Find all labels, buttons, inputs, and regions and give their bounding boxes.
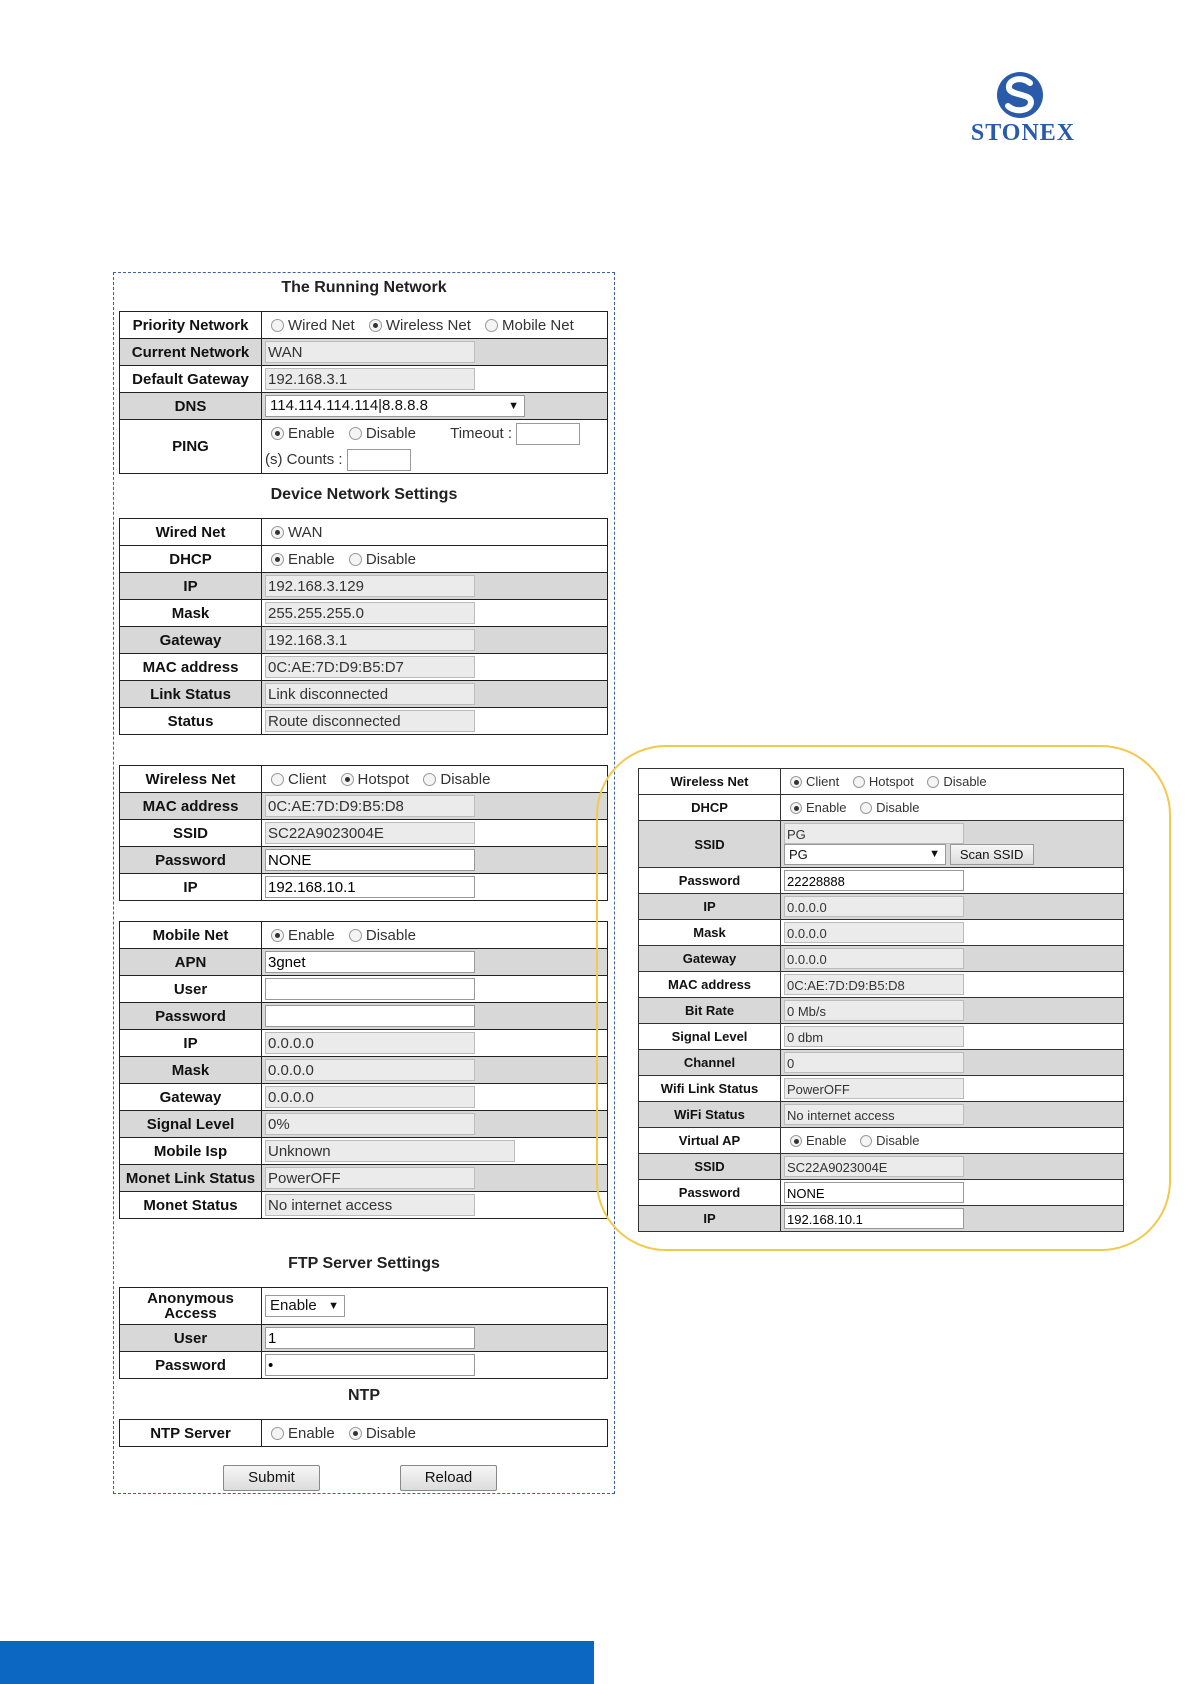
route-status-field: Route disconnected: [265, 710, 475, 732]
ntp-server-row: [120, 1420, 608, 1447]
current-network-field: WAN: [265, 341, 475, 363]
ping-label: PING: [120, 420, 262, 474]
monet-link-row: [120, 1165, 608, 1192]
mobile-net-option: Mobile Net: [502, 316, 574, 334]
client-signal-field: 0 dbm: [784, 1026, 964, 1047]
wireless-hotspot-option: Hotspot: [357, 770, 410, 788]
client-password-label: Password: [639, 868, 781, 894]
anonymous-label-line1: Anonymous: [147, 1290, 234, 1307]
dns-select-value: 114.114.114.114|8.8.8.8: [270, 397, 428, 414]
mobile-disable-radio[interactable]: [349, 929, 362, 942]
ping-disable-option: Disable: [365, 424, 416, 442]
mobile-disable-option: Disable: [365, 926, 416, 944]
vap-ssid-field: SC22A9023004E: [784, 1156, 964, 1177]
client-dhcp-disable-option: Disable: [876, 800, 920, 815]
wireless-mac-field: 0C:AE:7D:D9:B5:D8: [265, 795, 475, 817]
monet-status-label: Monet Status: [120, 1192, 262, 1219]
anonymous-access-value: Enable: [270, 1297, 317, 1314]
device-mask-label: Mask: [120, 600, 262, 627]
mobile-isp-row: [120, 1138, 608, 1165]
wifi-link-status-label: Wifi Link Status: [639, 1076, 781, 1102]
wireless-net-table: [119, 765, 608, 901]
mobile-signal-label: Signal Level: [120, 1111, 262, 1138]
wireless-client-radio[interactable]: [271, 773, 284, 786]
client-bitrate-row: [639, 998, 1124, 1024]
mobile-net-label: Mobile Net: [120, 922, 262, 949]
submit-button[interactable]: Submit: [223, 1465, 320, 1491]
client-channel-row: [639, 1050, 1124, 1076]
client-password-input[interactable]: 22228888: [784, 870, 964, 891]
wifi-link-status-field: PowerOFF: [784, 1078, 964, 1099]
wireless-ssid-row: [120, 820, 608, 847]
mobile-password-label: Password: [120, 1003, 262, 1030]
wifi-status-row: [639, 1102, 1124, 1128]
client-dhcp-enable-option: Enable: [806, 800, 847, 815]
mobile-gateway-row: [120, 1084, 608, 1111]
mobile-isp-field: Unknown: [265, 1140, 515, 1162]
hotspot-mode-option: Hotspot: [868, 774, 914, 789]
ftp-user-input[interactable]: 1: [265, 1327, 475, 1349]
network-config-panel: [113, 272, 615, 1494]
client-mode-option: Client: [806, 774, 840, 789]
wireless-net-option: Wireless Net: [385, 316, 471, 334]
mobile-ip-field: 0.0.0.0: [265, 1032, 475, 1054]
client-ssid-select-value: PG: [789, 847, 808, 862]
wireless-ip-label: IP: [120, 874, 262, 901]
current-network-label: Current Network: [120, 339, 262, 366]
device-ip-row: [120, 573, 608, 600]
reload-button[interactable]: Reload: [400, 1465, 497, 1491]
client-mode-table: [638, 768, 1124, 1232]
anonymous-access-row: [120, 1288, 608, 1325]
monet-status-row: [120, 1192, 608, 1219]
logo-text: STONEX: [970, 120, 1076, 146]
client-dhcp-disable-radio[interactable]: [860, 802, 872, 814]
dropdown-arrow-icon: ▼: [929, 848, 940, 860]
apn-row: [120, 949, 608, 976]
ntp-title: NTP: [348, 1387, 380, 1404]
ntp-disable-option: Disable: [365, 1424, 416, 1442]
mobile-password-row: [120, 1003, 608, 1030]
ftp-settings-title: FTP Server Settings: [288, 1255, 440, 1272]
wired-net-row: [120, 519, 608, 546]
vap-password-input[interactable]: NONE: [784, 1182, 964, 1203]
disable-mode-radio[interactable]: [927, 776, 939, 788]
client-channel-field: 0: [784, 1052, 964, 1073]
client-ssid-field: PG: [784, 823, 964, 844]
route-status-label: Status: [120, 708, 262, 735]
monet-link-label: Monet Link Status: [120, 1165, 262, 1192]
default-gateway-row: [120, 366, 608, 393]
client-dhcp-enable-radio[interactable]: [790, 802, 802, 814]
wireless-password-input[interactable]: NONE: [265, 849, 475, 871]
dhcp-disable-option: Disable: [365, 550, 416, 568]
device-ip-label: IP: [120, 573, 262, 600]
device-mac-row: [120, 654, 608, 681]
wifi-status-label: WiFi Status: [639, 1102, 781, 1128]
mobile-mask-field: 0.0.0.0: [265, 1059, 475, 1081]
client-gateway-field: 0.0.0.0: [784, 948, 964, 969]
client-mac-label: MAC address: [639, 972, 781, 998]
dns-row: [120, 393, 608, 420]
wireless-password-label: Password: [120, 847, 262, 874]
device-mac-label: MAC address: [120, 654, 262, 681]
ntp-disable-radio[interactable]: [349, 1427, 362, 1440]
wireless-password-row: [120, 847, 608, 874]
mobile-enable-option: Enable: [288, 926, 335, 944]
footer-band: [0, 1641, 594, 1684]
timeout-label: Timeout :: [450, 424, 513, 442]
virtual-ap-label: Virtual AP: [639, 1128, 781, 1154]
wireless-ip-row: [120, 874, 608, 901]
anonymous-access-select[interactable]: [265, 1295, 345, 1317]
virtual-ap-row: [639, 1128, 1124, 1154]
client-mode-radio[interactable]: [790, 776, 802, 788]
client-signal-label: Signal Level: [639, 1024, 781, 1050]
wireless-mac-row: [120, 793, 608, 820]
counts-label: Counts :: [286, 450, 343, 468]
mobile-signal-field: 0%: [265, 1113, 475, 1135]
dhcp-disable-radio[interactable]: [349, 553, 362, 566]
wifi-link-status-row: [639, 1076, 1124, 1102]
wired-net-radio[interactable]: [271, 319, 284, 332]
client-dhcp-label: DHCP: [639, 795, 781, 821]
dhcp-label: DHCP: [120, 546, 262, 573]
disable-mode-option: Disable: [943, 774, 987, 789]
virtual-ap-enable-radio[interactable]: [790, 1135, 802, 1147]
hotspot-mode-radio[interactable]: [853, 776, 865, 788]
client-ip-label: IP: [639, 894, 781, 920]
route-status-row: [120, 708, 608, 735]
mobile-signal-row: [120, 1111, 608, 1138]
vap-ip-label: IP: [639, 1206, 781, 1232]
ping-enable-radio[interactable]: [271, 427, 284, 440]
device-gateway-field: 192.168.3.1: [265, 629, 475, 651]
client-password-row: [639, 868, 1124, 894]
anonymous-access-label: [120, 1288, 262, 1325]
device-gateway-row: [120, 627, 608, 654]
mobile-gateway-label: Gateway: [120, 1084, 262, 1111]
wireless-hotspot-radio[interactable]: [341, 773, 354, 786]
client-wireless-label: Wireless Net: [639, 769, 781, 795]
mobile-user-input[interactable]: [265, 978, 475, 1000]
client-ssid-row: [639, 821, 1124, 868]
priority-network-row: [120, 312, 608, 339]
client-channel-label: Channel: [639, 1050, 781, 1076]
wireless-mac-label: MAC address: [120, 793, 262, 820]
apn-label: APN: [120, 949, 262, 976]
default-gateway-label: Default Gateway: [120, 366, 262, 393]
ftp-settings-table: [119, 1287, 608, 1379]
mobile-password-input[interactable]: [265, 1005, 475, 1027]
ftp-user-row: [120, 1325, 608, 1352]
client-mac-row: [639, 972, 1124, 998]
wireless-ssid-field: SC22A9023004E: [265, 822, 475, 844]
running-network-table: [119, 311, 608, 474]
client-ssid-select[interactable]: [784, 844, 946, 865]
dns-select[interactable]: [265, 395, 525, 417]
ping-enable-option: Enable: [288, 424, 335, 442]
device-network-table: [119, 518, 608, 735]
dhcp-enable-option: Enable: [288, 550, 335, 568]
device-network-title: Device Network Settings: [270, 486, 458, 503]
client-mask-label: Mask: [639, 920, 781, 946]
link-status-label: Link Status: [120, 681, 262, 708]
device-mac-field: 0C:AE:7D:D9:B5:D7: [265, 656, 475, 678]
scan-ssid-button[interactable]: Scan SSID: [950, 844, 1034, 865]
client-gateway-row: [639, 946, 1124, 972]
ping-disable-radio[interactable]: [349, 427, 362, 440]
mobile-enable-radio[interactable]: [271, 929, 284, 942]
client-signal-row: [639, 1024, 1124, 1050]
wifi-status-field: No internet access: [784, 1104, 964, 1125]
wireless-net-row: [120, 766, 608, 793]
dns-label: DNS: [120, 393, 262, 420]
vap-ip-input[interactable]: 192.168.10.1: [784, 1208, 964, 1229]
vap-ssid-label: SSID: [639, 1154, 781, 1180]
device-gateway-label: Gateway: [120, 627, 262, 654]
counts-input[interactable]: [347, 449, 411, 471]
ping-row: [120, 420, 608, 474]
mobile-ip-row: [120, 1030, 608, 1057]
virtual-ap-disable-radio[interactable]: [860, 1135, 872, 1147]
mobile-user-row: [120, 976, 608, 1003]
ntp-table: [119, 1419, 608, 1447]
device-ip-field: 192.168.3.129: [265, 575, 475, 597]
dhcp-enable-radio[interactable]: [271, 553, 284, 566]
client-mask-field: 0.0.0.0: [784, 922, 964, 943]
monet-link-field: PowerOFF: [265, 1167, 475, 1189]
client-ip-field: 0.0.0.0: [784, 896, 964, 917]
mobile-isp-label: Mobile Isp: [120, 1138, 262, 1165]
ftp-password-row: [120, 1352, 608, 1379]
link-status-row: [120, 681, 608, 708]
ntp-server-label: NTP Server: [120, 1420, 262, 1447]
vap-password-row: [639, 1180, 1124, 1206]
ntp-enable-radio[interactable]: [271, 1427, 284, 1440]
default-gateway-field: 192.168.3.1: [265, 368, 475, 390]
virtual-ap-enable-option: Enable: [806, 1133, 847, 1148]
client-mac-field: 0C:AE:7D:D9:B5:D8: [784, 974, 964, 995]
vap-ip-row: [639, 1206, 1124, 1232]
wireless-net-label: Wireless Net: [120, 766, 262, 793]
priority-network-label: Priority Network: [120, 312, 262, 339]
anonymous-label-line2: Access: [164, 1305, 217, 1322]
ftp-password-label: Password: [120, 1352, 262, 1379]
mobile-mask-label: Mask: [120, 1057, 262, 1084]
wireless-disable-radio[interactable]: [423, 773, 436, 786]
mobile-net-radio[interactable]: [485, 319, 498, 332]
client-bitrate-label: Bit Rate: [639, 998, 781, 1024]
ftp-user-label: User: [120, 1325, 262, 1352]
timeout-input[interactable]: [516, 423, 580, 445]
device-mask-field: 255.255.255.0: [265, 602, 475, 624]
seconds-unit: (s): [265, 450, 283, 468]
wan-option: WAN: [288, 523, 323, 541]
ftp-password-input[interactable]: •: [265, 1354, 475, 1376]
monet-status-field: No internet access: [265, 1194, 475, 1216]
wan-radio[interactable]: [271, 526, 284, 539]
client-ip-row: [639, 894, 1124, 920]
client-gateway-label: Gateway: [639, 946, 781, 972]
client-wireless-row: [639, 769, 1124, 795]
wireless-ssid-label: SSID: [120, 820, 262, 847]
client-bitrate-field: 0 Mb/s: [784, 1000, 964, 1021]
client-mask-row: [639, 920, 1124, 946]
ntp-enable-option: Enable: [288, 1424, 335, 1442]
client-dhcp-row: [639, 795, 1124, 821]
client-ssid-label: SSID: [639, 821, 781, 868]
mobile-net-table: [119, 921, 608, 1219]
wired-net-option: Wired Net: [288, 316, 355, 334]
wireless-net-radio[interactable]: [369, 319, 382, 332]
wireless-ip-input[interactable]: 192.168.10.1: [265, 876, 475, 898]
device-mask-row: [120, 600, 608, 627]
link-status-field: Link disconnected: [265, 683, 475, 705]
wireless-disable-option: Disable: [440, 770, 491, 788]
running-network-title: The Running Network: [281, 279, 447, 296]
mobile-mask-row: [120, 1057, 608, 1084]
dropdown-arrow-icon: ▼: [328, 1300, 339, 1312]
dhcp-row: [120, 546, 608, 573]
mobile-gateway-field: 0.0.0.0: [265, 1086, 475, 1108]
vap-ssid-row: [639, 1154, 1124, 1180]
wired-net-label: Wired Net: [120, 519, 262, 546]
mobile-user-label: User: [120, 976, 262, 1003]
dropdown-arrow-icon: ▼: [508, 400, 519, 412]
mobile-ip-label: IP: [120, 1030, 262, 1057]
current-network-row: [120, 339, 608, 366]
virtual-ap-disable-option: Disable: [876, 1133, 920, 1148]
vap-password-label: Password: [639, 1180, 781, 1206]
apn-input[interactable]: 3gnet: [265, 951, 475, 973]
wireless-client-option: Client: [288, 770, 327, 788]
mobile-net-row: [120, 922, 608, 949]
